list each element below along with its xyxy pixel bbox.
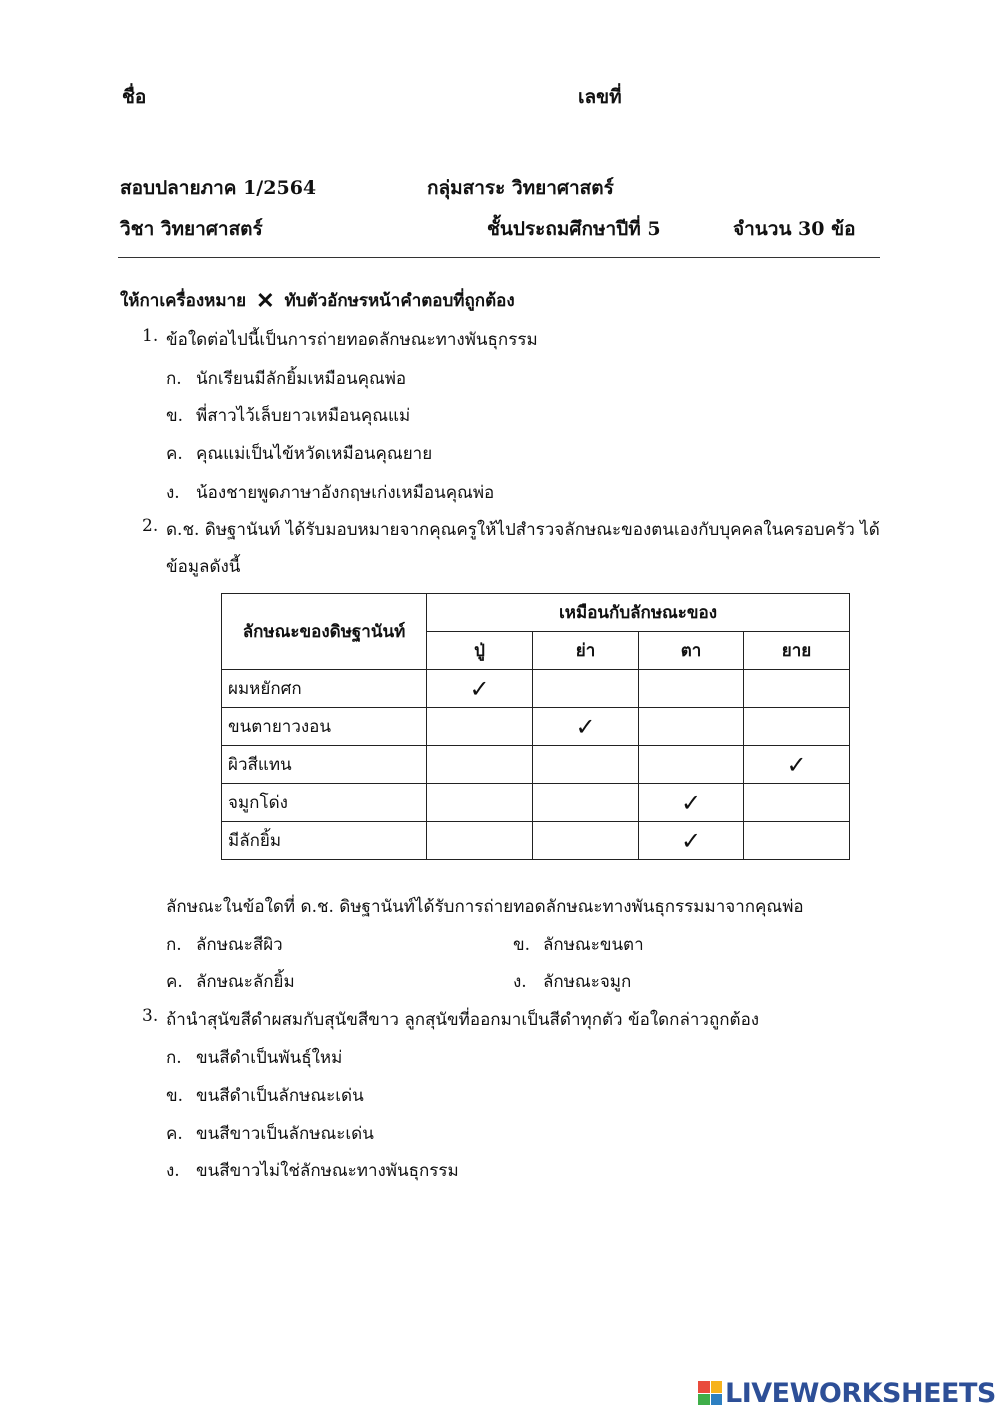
q3-option-label[interactable]: ง. <box>166 1161 180 1181</box>
check-mark-icon: ✓ <box>639 784 744 822</box>
q3-option-text: ขนสีดำเป็นพันธุ์ใหม่ <box>196 1048 343 1068</box>
name-label: ชื่อ <box>122 86 147 108</box>
relative-column-header: ย่า <box>533 632 639 670</box>
logo-square <box>711 1394 723 1406</box>
logo-mark-icon <box>698 1381 722 1405</box>
subject-group: กลุ่มสาระ วิทยาศาสตร์ <box>427 177 614 199</box>
table-row <box>222 708 850 746</box>
header-divider <box>118 257 880 258</box>
q3-option-text: ขนสีดำเป็นลักษณะเด่น <box>196 1086 364 1106</box>
empty-cell <box>427 708 533 746</box>
empty-cell <box>533 822 639 860</box>
empty-cell <box>744 822 850 860</box>
liveworksheets-logo[interactable] <box>698 1378 996 1408</box>
check-mark-icon: ✓ <box>533 708 639 746</box>
check-mark-icon: ✓ <box>639 822 744 860</box>
check-mark-icon: ✓ <box>427 670 533 708</box>
empty-cell <box>639 708 744 746</box>
trait-cell: มีลักยิ้ม <box>222 822 427 860</box>
logo-square <box>698 1394 710 1406</box>
empty-cell <box>744 670 850 708</box>
q1-option-label[interactable]: ง. <box>166 483 180 503</box>
question-2-followup: ลักษณะในข้อใดที่ ด.ช. ดิษฐานันท์ได้รับการถ่ายทอดลักษณะทางพันธุกรรมมาจากคุณพ่อ <box>166 897 804 917</box>
traits-table <box>221 593 850 860</box>
q3-option-text: ขนสีขาวเป็นลักษณะเด่น <box>196 1124 374 1144</box>
question-3-text: ถ้านำสุนัขสีดำผสมกับสุนัขสีขาว ลูกสุนัขที่ออกมาเป็นสีดำทุกตัว ข้อใดกล่าวถูกต้อง <box>166 1010 760 1030</box>
q2-option-label[interactable]: ง. <box>513 972 527 992</box>
table-row <box>222 746 850 784</box>
relative-column-header: ตา <box>639 632 744 670</box>
q2-option-text: ลักษณะขนตา <box>543 935 644 955</box>
empty-cell <box>533 784 639 822</box>
q3-option-label[interactable]: ก. <box>166 1048 182 1068</box>
grade-level: ชั้นประถมศึกษาปีที่ 5 <box>487 218 661 240</box>
number-label: เลขที่ <box>578 86 622 108</box>
instruction-before: ให้กาเครื่องหมาย <box>120 291 247 311</box>
q1-option-text: คุณแม่เป็นไข้หวัดเหมือนคุณยาย <box>196 444 433 464</box>
table-row <box>222 670 850 708</box>
logo-text: LIVEWORKSHEETS <box>725 1377 996 1409</box>
question-2-number: 2. <box>142 516 159 536</box>
q1-option-text: น้องชายพูดภาษาอังกฤษเก่งเหมือนคุณพ่อ <box>196 483 495 503</box>
table-row <box>222 822 850 860</box>
question-3-number: 3. <box>142 1006 159 1026</box>
empty-cell <box>744 784 850 822</box>
q2-option-label[interactable]: ค. <box>166 972 183 992</box>
q2-option-text: ลักษณะสีผิว <box>196 935 283 955</box>
question-2-text-cont: ข้อมูลดังนี้ <box>166 557 241 577</box>
question-1-number: 1. <box>142 326 159 346</box>
table-header-row <box>222 594 850 632</box>
trait-column-header: ลักษณะของดิษฐานันท์ <box>222 594 427 670</box>
relative-column-header: ปู่ <box>427 632 533 670</box>
relatives-group-header: เหมือนกับลักษณะของ <box>427 594 850 632</box>
q1-option-label[interactable]: ค. <box>166 444 183 464</box>
empty-cell <box>533 746 639 784</box>
q2-option-label[interactable]: ข. <box>513 935 531 955</box>
q3-option-text: ขนสีขาวไม่ใช่ลักษณะทางพันธุกรรม <box>196 1161 459 1181</box>
trait-cell: ผมหยักศก <box>222 670 427 708</box>
x-mark-icon: ✕ <box>256 288 275 314</box>
empty-cell <box>639 670 744 708</box>
q2-option-label[interactable]: ก. <box>166 935 182 955</box>
empty-cell <box>427 822 533 860</box>
empty-cell <box>533 670 639 708</box>
empty-cell <box>744 708 850 746</box>
logo-square <box>698 1381 710 1393</box>
instruction-after: ทับตัวอักษรหน้าคำตอบที่ถูกต้อง <box>284 291 515 311</box>
trait-cell: ผิวสีแทน <box>222 746 427 784</box>
relative-column-header: ยาย <box>744 632 850 670</box>
q1-option-text: พี่สาวไว้เล็บยาวเหมือนคุณแม่ <box>196 406 411 426</box>
table-row <box>222 784 850 822</box>
empty-cell <box>639 746 744 784</box>
empty-cell <box>427 746 533 784</box>
instruction <box>120 287 515 314</box>
q1-option-label[interactable]: ก. <box>166 369 182 389</box>
trait-cell: จมูกโด่ง <box>222 784 427 822</box>
q2-option-text: ลักษณะจมูก <box>543 972 632 992</box>
check-mark-icon: ✓ <box>744 746 850 784</box>
trait-cell: ขนตายาวงอน <box>222 708 427 746</box>
question-count: จำนวน 30 ข้อ <box>733 218 856 240</box>
exam-title: สอบปลายภาค 1/2564 <box>120 177 317 199</box>
logo-square <box>711 1381 723 1393</box>
question-1-text: ข้อใดต่อไปนี้เป็นการถ่ายทอดลักษณะทางพันธุกรรม <box>166 330 538 350</box>
q1-option-label[interactable]: ข. <box>166 406 184 426</box>
question-2-text: ด.ช. ดิษฐานันท์ ได้รับมอบหมายจากคุณครูให้ไปสำรวจลักษณะของตนเองกับบุคคลในครอบครัว ได้ <box>166 520 880 540</box>
q3-option-label[interactable]: ข. <box>166 1086 184 1106</box>
q1-option-text: นักเรียนมีลักยิ้มเหมือนคุณพ่อ <box>196 369 407 389</box>
empty-cell <box>427 784 533 822</box>
q2-option-text: ลักษณะลักยิ้ม <box>196 972 295 992</box>
subject-name: วิชา วิทยาศาสตร์ <box>120 218 263 240</box>
q3-option-label[interactable]: ค. <box>166 1124 183 1144</box>
